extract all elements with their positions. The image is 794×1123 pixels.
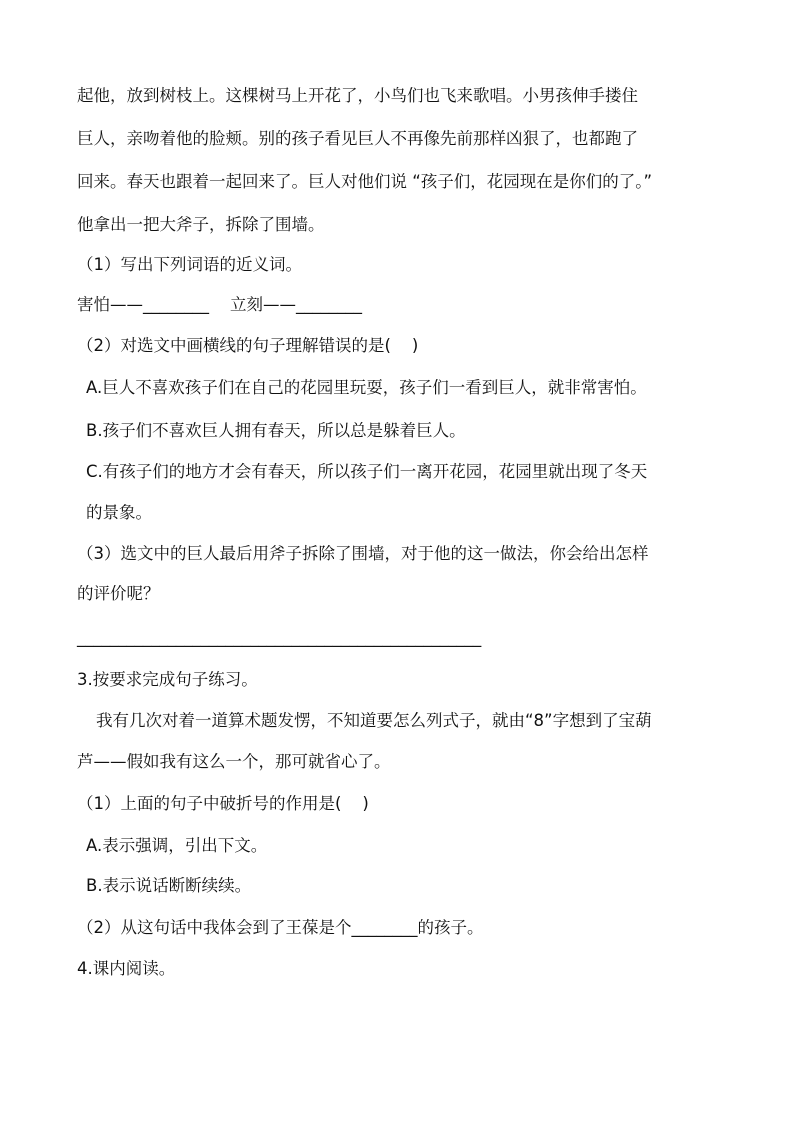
section-4-heading: 4.课内阅读。 bbox=[77, 959, 176, 978]
section-3-question-1-option-b: B.表示说话断断续续。 bbox=[86, 876, 252, 895]
question-2-prompt: （2）对选文中画横线的句子理解错误的是( ) bbox=[77, 336, 419, 355]
question-3-prompt-line-1: （3）选文中的巨人最后用斧子拆除了围墙，对于他的这一做法，你会给出怎样 bbox=[77, 544, 649, 563]
section-3-text-line-1: 我有几次对着一道算术题发愣，不知道要怎么列式子，就由“8”字想到了宝葫 bbox=[96, 711, 652, 730]
passage-line-4: 他拿出一把大斧子，拆除了围墙。 bbox=[77, 215, 325, 234]
section-3-question-1-option-a: A.表示强调，引出下文。 bbox=[86, 836, 268, 855]
question-2-option-a: A.巨人不喜欢孩子们在自己的花园里玩耍，孩子们一看到巨人，就非常害怕。 bbox=[86, 378, 647, 397]
question-2-option-c-line-1: C.有孩子们的地方才会有春天，所以孩子们一离开花园，花园里就出现了冬天 bbox=[86, 462, 648, 481]
question-3-answer-line: _________________________________________________ bbox=[77, 628, 482, 647]
question-1-answers: 害怕——________ 立刻——________ bbox=[77, 295, 362, 314]
passage-line-1: 起他，放到树枝上。这棵树马上开花了，小鸟们也飞来歌唱。小男孩伸手搂住 bbox=[77, 86, 638, 105]
passage-line-2: 巨人，亲吻着他的脸颊。别的孩子看见巨人不再像先前那样凶狠了，也都跑了 bbox=[77, 129, 638, 148]
passage-line-3: 回来。春天也跟着一起回来了。巨人对他们说 “孩子们，花园现在是你们的了。” bbox=[77, 172, 653, 191]
section-3-heading: 3.按要求完成句子练习。 bbox=[77, 670, 258, 689]
section-3-question-1-prompt: （1）上面的句子中破折号的作用是( ) bbox=[77, 794, 369, 813]
question-2-option-c-line-2: 的景象。 bbox=[86, 503, 152, 522]
section-3-text-line-2: 芦——假如我有这么一个，那可就省心了。 bbox=[77, 752, 391, 771]
question-1-prompt: （1）写出下列词语的近义词。 bbox=[77, 255, 302, 274]
section-3-question-2-prompt: （2）从这句话中我体会到了王葆是个________的孩子。 bbox=[77, 918, 484, 937]
question-2-option-b: B.孩子们不喜欢巨人拥有春天，所以总是躲着巨人。 bbox=[86, 421, 466, 440]
question-3-prompt-line-2: 的评价呢？ bbox=[77, 584, 160, 603]
